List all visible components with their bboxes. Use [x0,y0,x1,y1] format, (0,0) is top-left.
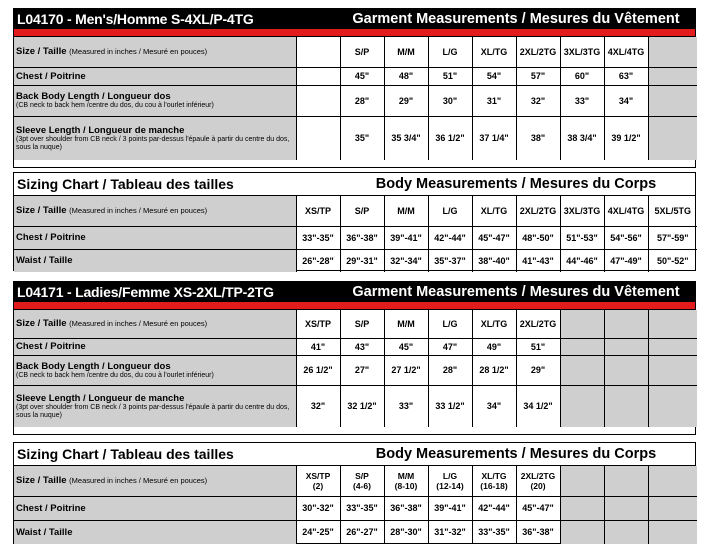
size-header: XS/TP [296,196,340,226]
value-cell [560,338,604,355]
size-header [560,310,604,338]
size-header: XL/TG [472,196,516,226]
men-body-title-bar [14,173,695,196]
men-garment-accent-bar [14,29,695,37]
size-header: S/P [340,196,384,226]
value-cell [296,67,340,85]
value-cell: 42"-44" [428,226,472,249]
men-garment-product-title: L04170 - Men's/Homme S-4XL/P-4TG [17,11,254,27]
value-cell: 45"-47" [472,226,516,249]
ladies-body-size-row [14,466,697,496]
size-header [296,37,340,67]
value-cell [560,385,604,427]
table-row [14,385,697,427]
men-body-chart [13,172,696,271]
value-cell [604,385,648,427]
size-label-cell: Size / Taille (Measured in inches / Mesuré en pouces) [14,466,296,496]
size-label-cell: Size / Taille (Measured in inches / Mesuré en pouces) [14,310,296,338]
table-row [14,496,697,520]
value-cell [648,338,697,355]
value-cell: 29" [516,355,560,385]
value-cell: 26"-27" [340,520,384,544]
size-header: S/P [340,37,384,67]
value-cell: 34" [472,385,516,427]
size-header [604,466,648,496]
value-cell: 36 1/2" [428,116,472,160]
size-header [648,466,697,496]
row-label: Waist / Taille [14,520,296,544]
size-header: M/M [384,196,428,226]
value-cell: 38 3/4" [560,116,604,160]
row-label: Chest / Poitrine [14,67,296,85]
size-header: L/G (12-14) [428,466,472,496]
size-header: M/M [384,310,428,338]
table-row [14,116,697,160]
value-cell [648,496,697,520]
ladies-body-chart-title: Sizing Chart / Tableau des tailles [17,446,234,462]
value-cell: 63" [604,67,648,85]
table-row [14,338,697,355]
value-cell: 33"-35" [472,520,516,544]
value-cell: 33 1/2" [428,385,472,427]
value-cell [648,116,697,160]
value-cell [648,355,697,385]
ladies-garment-table [14,310,697,427]
size-label-cell: Size / Taille (Measured in inches / Mesuré en pouces) [14,37,296,67]
value-cell: 32" [516,85,560,116]
size-header: XL/TG (16-18) [472,466,516,496]
size-header: L/G [428,310,472,338]
row-label-cell: Sleeve Length / Longueur de manche (3pt over shoulder from CB neck / 3 points par-dessus l'épaule à partir du centre du dos, sous la nuque) [14,116,296,160]
row-label: Chest / Poitrine [14,226,296,249]
size-header: 3XL/3TG [560,196,604,226]
size-header: 2XL/2TG [516,196,560,226]
size-header: M/M [384,37,428,67]
value-cell: 57" [516,67,560,85]
row-label: Waist / Taille [14,249,296,272]
value-cell: 41" [296,338,340,355]
men-body-size-row [14,196,697,226]
value-cell: 38" [516,116,560,160]
value-cell: 34 1/2" [516,385,560,427]
value-cell: 39"-41" [384,226,428,249]
size-header: S/P (4-6) [340,466,384,496]
size-label-cell: Size / Taille (Measured in inches / Mesuré en pouces) [14,196,296,226]
size-header [648,310,697,338]
table-row [14,249,697,272]
value-cell: 32 1/2" [340,385,384,427]
value-cell: 32"-34" [384,249,428,272]
men-garment-size-row [14,37,697,67]
size-header [648,37,697,67]
value-cell: 45" [384,338,428,355]
row-label-cell: Back Body Length / Longueur dos (CB neck to back hem /centre du dos, du cou à l'ourlet inférieur) [14,85,296,116]
men-garment-title-bar [14,9,695,29]
value-cell: 42"-44" [472,496,516,520]
value-cell: 30"-32" [296,496,340,520]
value-cell [296,85,340,116]
value-cell: 34" [604,85,648,116]
value-cell: 36"-38" [340,226,384,249]
value-cell: 24"-25" [296,520,340,544]
size-header: XS/TP [296,310,340,338]
value-cell: 47"-49" [604,249,648,272]
size-header: XS/TP (2) [296,466,340,496]
value-cell: 27 1/2" [384,355,428,385]
value-cell: 45"-47" [516,496,560,520]
value-cell: 33"-35" [340,496,384,520]
men-garment-section-title: Garment Measurements / Mesures du Vêtement [352,11,680,27]
size-header: XL/TG [472,310,516,338]
value-cell [560,496,604,520]
size-header: 2XL/2TG [516,310,560,338]
value-cell: 29"-31" [340,249,384,272]
value-cell: 29" [384,85,428,116]
size-header: 2XL/2TG [516,37,560,67]
size-header: 4XL/4TG [604,196,648,226]
value-cell: 33"-35" [296,226,340,249]
size-header: S/P [340,310,384,338]
value-cell: 39 1/2" [604,116,648,160]
size-header: M/M (8-10) [384,466,428,496]
ladies-garment-product-title: L04171 - Ladies/Femme XS-2XL/TP-2TG [17,284,274,300]
size-header [560,466,604,496]
men-body-chart-title: Sizing Chart / Tableau des tailles [17,176,234,192]
size-header: 5XL/5TG [648,196,697,226]
value-cell [604,338,648,355]
value-cell [604,355,648,385]
value-cell: 28" [428,355,472,385]
size-header: L/G [428,196,472,226]
value-cell: 31"-32" [428,520,472,544]
row-label: Chest / Poitrine [14,496,296,520]
value-cell: 27" [340,355,384,385]
value-cell [648,520,697,544]
value-cell: 28"-30" [384,520,428,544]
row-label: Chest / Poitrine [14,338,296,355]
value-cell [604,496,648,520]
table-row [14,355,697,385]
ladies-body-title-bar [14,443,695,466]
value-cell: 35" [340,116,384,160]
ladies-garment-chart [13,281,696,435]
size-header: 3XL/3TG [560,37,604,67]
value-cell: 47" [428,338,472,355]
value-cell: 36"-38" [384,496,428,520]
value-cell [648,67,697,85]
value-cell: 51" [428,67,472,85]
value-cell: 35 3/4" [384,116,428,160]
size-header: 2XL/2TG (20) [516,466,560,496]
value-cell: 60" [560,67,604,85]
value-cell: 38"-40" [472,249,516,272]
size-header: 4XL/4TG [604,37,648,67]
size-header: L/G [428,37,472,67]
value-cell: 50"-52" [648,249,697,272]
value-cell [648,85,697,116]
value-cell: 36"-38" [516,520,560,544]
row-label-cell: Sleeve Length / Longueur de manche (3pt over shoulder from CB neck / 3 points par-dessus l'épaule à partir du centre du dos, sous la nuque) [14,385,296,427]
value-cell: 51"-53" [560,226,604,249]
ladies-body-table [14,466,697,544]
value-cell [648,385,697,427]
ladies-garment-accent-bar [14,302,695,310]
value-cell: 33" [384,385,428,427]
value-cell: 54"-56" [604,226,648,249]
size-header [604,310,648,338]
value-cell: 49" [472,338,516,355]
value-cell: 28 1/2" [472,355,516,385]
men-body-table [14,196,697,272]
row-label-cell: Back Body Length / Longueur dos (CB neck to back hem /centre du dos, du cou à l'ourlet inférieur) [14,355,296,385]
men-garment-table [14,37,697,160]
table-row [14,226,697,249]
value-cell: 44"-46" [560,249,604,272]
value-cell: 26 1/2" [296,355,340,385]
value-cell: 57"-59" [648,226,697,249]
value-cell [560,520,604,544]
value-cell [604,520,648,544]
value-cell: 32" [296,385,340,427]
table-row [14,67,697,85]
table-row [14,85,697,116]
value-cell: 30" [428,85,472,116]
value-cell: 28" [340,85,384,116]
value-cell: 37 1/4" [472,116,516,160]
value-cell [296,116,340,160]
ladies-garment-size-row [14,310,697,338]
value-cell: 48" [384,67,428,85]
value-cell: 48"-50" [516,226,560,249]
ladies-garment-section-title: Garment Measurements / Mesures du Vêtement [352,284,680,300]
ladies-body-chart [13,442,696,544]
size-header: XL/TG [472,37,516,67]
table-row [14,520,697,544]
ladies-body-section-title: Body Measurements / Mesures du Corps [375,446,657,462]
value-cell [560,355,604,385]
value-cell: 41"-43" [516,249,560,272]
men-garment-chart [13,8,696,168]
value-cell: 54" [472,67,516,85]
value-cell: 45" [340,67,384,85]
value-cell: 43" [340,338,384,355]
men-body-section-title: Body Measurements / Mesures du Corps [375,176,657,192]
value-cell: 51" [516,338,560,355]
value-cell: 33" [560,85,604,116]
value-cell: 26"-28" [296,249,340,272]
value-cell: 35"-37" [428,249,472,272]
ladies-garment-title-bar [14,282,695,302]
value-cell: 39"-41" [428,496,472,520]
value-cell: 31" [472,85,516,116]
